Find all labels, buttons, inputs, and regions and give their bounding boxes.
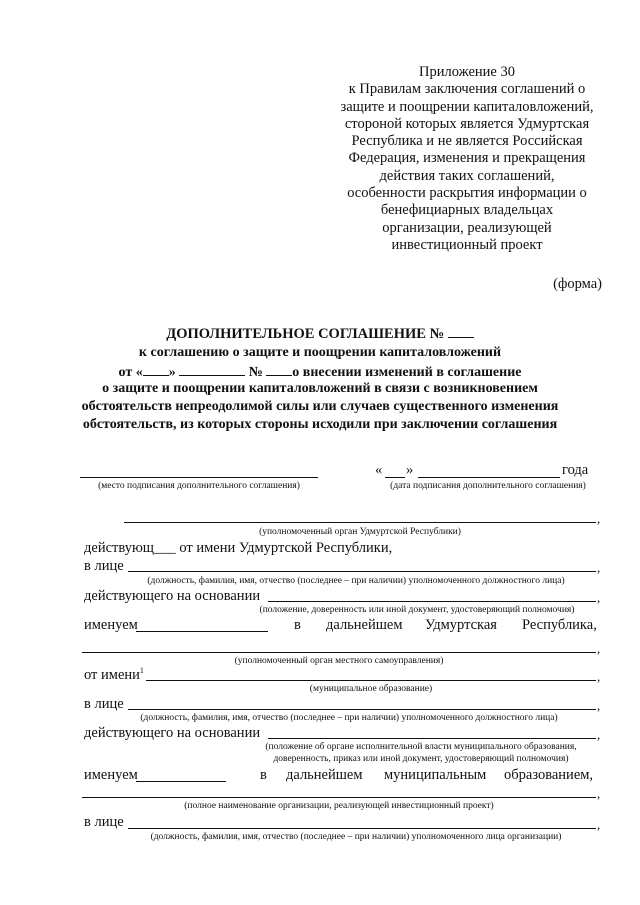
named-label: именуем (84, 767, 138, 783)
in-person-label: в лице (84, 814, 124, 830)
municipal-organ-caption: (уполномоченный орган местного самоуправления) (234, 656, 444, 666)
municipal-person-field[interactable] (128, 709, 596, 710)
date-open-quote: « (375, 462, 383, 478)
comma: , (597, 727, 601, 742)
named-form: образованием, (504, 767, 594, 783)
on-behalf-text: от имени (84, 666, 140, 683)
date-open-quote: от « (118, 365, 143, 380)
year-word: года (562, 462, 589, 478)
basis-label: действующего на основании (84, 588, 261, 604)
comma: , (597, 511, 601, 526)
municipal-mo-caption: (муниципальное образование) (309, 684, 433, 694)
municipal-mo-field[interactable] (146, 680, 596, 681)
date-close-quote: » (406, 462, 414, 478)
appendix-line: к Правилам заключения соглашений о (348, 81, 586, 98)
place-field[interactable] (80, 477, 318, 478)
appendix-line: стороной которых является Удмуртская (344, 115, 590, 132)
comma: , (597, 817, 601, 832)
date-caption: (дата подписания дополнительного соглашения) (390, 481, 586, 491)
on-behalf-label (84, 666, 144, 684)
organization-name-field[interactable] (82, 797, 596, 798)
named-v: в (260, 767, 267, 783)
comma: , (597, 698, 601, 713)
month-year-blank[interactable] (179, 363, 245, 376)
appendix-line: Федерация, изменения и прекращения (348, 150, 586, 167)
republic-person-field[interactable] (128, 571, 596, 572)
doc-title-text: ДОПОЛНИТЕЛЬНОЕ СОГЛАШЕНИЕ № (166, 326, 445, 342)
date-close-quote: » (168, 365, 176, 380)
doc-subtitle-5: обстоятельств, из которых стороны исходили при заключении соглашения (82, 417, 558, 432)
day-blank[interactable] (143, 363, 169, 376)
named-v: в (294, 617, 301, 633)
appendix-line: организации, реализующей (382, 219, 552, 236)
comma: , (597, 786, 601, 801)
republic-basis-field[interactable] (268, 601, 596, 602)
in-person-label: в лице (84, 558, 124, 574)
named-further: дальнейшем (286, 767, 363, 783)
appendix-line: Республика и не является Российская (351, 133, 583, 150)
comma: , (597, 669, 601, 684)
named-ur: Удмуртская (425, 617, 497, 633)
comma: , (597, 590, 601, 605)
doc-subtitle-2 (40, 363, 600, 381)
named-label: именуем (84, 617, 138, 633)
organization-name-caption: (полное наименование организации, реализующей инвестиционный проект) (184, 801, 494, 811)
doc-subtitle-3: о защите и поощрении капиталовложений в связи с возникновением (102, 381, 538, 396)
comma: , (597, 641, 601, 656)
appendix-line: бенефициарных владельцах (380, 202, 554, 219)
basis-label: действующего на основании (84, 725, 261, 741)
municipal-person-caption: (должность, фамилия, имя, отчество (последнее – при наличии) уполномоченного должностного лица) (140, 713, 558, 723)
republic-organ-field[interactable] (124, 522, 596, 523)
doc-subtitle-1: к соглашению о защите и поощрении капиталовложений (138, 345, 502, 360)
comma: , (597, 560, 601, 575)
named-mun: муниципальным (384, 767, 487, 783)
appendix-line: особенности раскрытия информации о (347, 185, 587, 202)
appendix-line: Приложение 30 (419, 64, 515, 80)
number-sign: № (248, 365, 263, 380)
municipal-named-field[interactable] (136, 781, 226, 782)
organization-person-caption: (должность, фамилия, имя, отчество (последнее – при наличии) уполномоченного лица организации) (150, 832, 562, 842)
appendix-line: защите и поощрении капиталовложений, (340, 98, 594, 115)
municipal-organ-field[interactable] (82, 652, 596, 653)
appendix-line: инвестиционный проект (391, 236, 543, 253)
date-month-field[interactable] (418, 477, 560, 478)
organization-person-field[interactable] (128, 828, 596, 829)
number-blank[interactable] (266, 363, 292, 376)
agreement-number-blank[interactable] (448, 325, 474, 338)
date-day-field[interactable] (385, 477, 405, 478)
place-caption: (место подписания дополнительного соглашения) (98, 481, 300, 491)
appendix-line: действия таких соглашений, (379, 167, 555, 184)
doc-subtitle-4: обстоятельств непреодолимой силы или случаев существенного изменения (81, 399, 559, 414)
named-further: дальнейшем (326, 617, 403, 633)
republic-basis-caption: (положение, доверенность или иной документ, удостоверяющий полномочия) (259, 605, 575, 615)
republic-person-caption: (должность, фамилия, имя, отчество (последнее – при наличии) уполномоченного должностного лица) (147, 576, 565, 586)
named-rep: Республика, (522, 617, 597, 633)
in-person-label: в лице (84, 696, 124, 712)
subtitle-rest: о внесении изменений в соглашение (292, 365, 522, 380)
footnote-mark: 1 (139, 666, 144, 675)
appendix-header (332, 64, 602, 254)
doc-title (40, 325, 600, 343)
form-label: (форма) (553, 276, 602, 292)
republic-acting-text: действующ___ от имени Удмуртской Республики, (84, 540, 393, 556)
municipal-basis-field[interactable] (268, 738, 596, 739)
republic-organ-caption: (уполномоченный орган Удмуртской Республики) (259, 527, 461, 537)
municipal-basis-caption-1: (положение об органе исполнительной власти муниципального образования, (265, 742, 577, 752)
municipal-basis-caption-2: доверенность, приказ или иной документ, удостоверяющий полномочия) (273, 754, 569, 764)
republic-named-field[interactable] (136, 631, 268, 632)
